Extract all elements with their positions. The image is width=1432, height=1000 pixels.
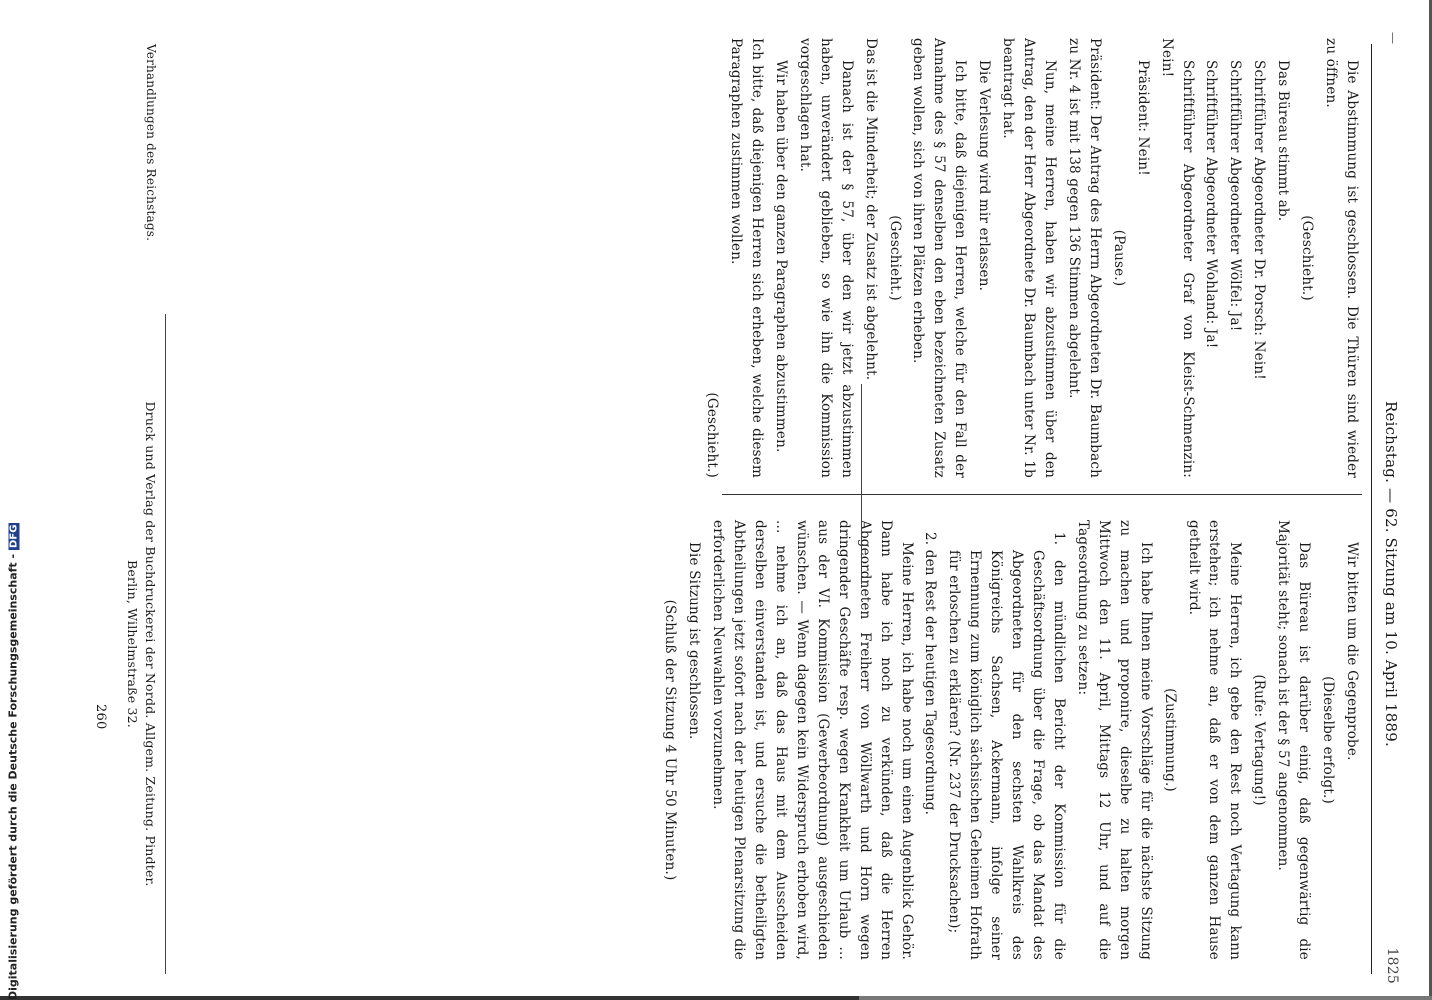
running-head-title: Reichstag. — 62. Sitzung am 10. April 1889.: [1382, 401, 1400, 747]
left-column-paragraph: (Geschieht.): [1299, 215, 1316, 301]
imprint-line-2: Berlin, Wilhelmstraße 32.: [125, 560, 140, 728]
page-number-top: 1825: [1384, 947, 1400, 984]
right-column: [657, 520, 1363, 960]
right-column-paragraph: Meine Herren, ich habe noch um einen Augenblick Gehör. Dann habe ich noch zu verkünden, daß die Herren Abgeordneten Freiherr von Wöllwarth und Horn wegen dringender Geschäfte resp. wegen Krankheit um Urlaub ... aus der VI. Kommission (Gewerbeordnung) ausgeschieden wünschen. — Wenn dagegen kein Widerspruch erhoben wird, ... nehme ich an, daß das Haus mit dem Ausscheiden derselben einverstanden ist, und ersuche die betheiligten Abtheilungen jetzt sofort nach der heutigen Plenarsitzung die erforderlichen Neuwahlen vorzunehmen.: [710, 520, 915, 960]
dfg-logo: DFG: [8, 524, 20, 548]
page-bottom: [46, 24, 166, 990]
running-head: [1374, 24, 1402, 990]
left-column-paragraph: Ich bitte, daß diejenigen Herren sich erheben, welche diesem Paragraphen zustimmen wollen.: [728, 38, 766, 478]
left-column-paragraph: Ich bitte, daß diejenigen Herren, welche für den Fall der Annahme des § 57 denselben den eben bezeichneten Zusatz geben wollen, sich von ihren Plätzen erheben.: [910, 38, 969, 478]
right-column-paragraph: 2. den Rest der heutigen Tagesordnung.: [922, 532, 939, 816]
right-column-paragraph: 1. den mündlichen Bericht der Kommission für die Geschäftsordnung über die Frage, ob das Mandat des Abgeordneten für den sechsten Wahlkreis des Königreichs Sachsen, Ackermann, infolge seiner Ernennung zum königlich sächsischen Geheimen Hofrath für erloschen zu erklären? (Nr. 237 der Drucksachen);: [946, 532, 1068, 960]
left-column-paragraph: Schriftführer Abgeordneter Graf von Kleist-Schmenzin: Nein!: [1158, 38, 1196, 478]
left-column-paragraph: Die Abstimmung ist geschlossen. Die Thüren sind wieder zu öffnen.: [1323, 38, 1360, 478]
scanned-page: [30, 24, 1406, 990]
imprint-line-1: Druck und Verlag der Buchdruckerei der Nordd. Allgem. Zeitung. Pindter.: [143, 401, 158, 887]
left-column-paragraph: Schriftführer Abgeordneter Dr. Porsch: Nein!: [1251, 60, 1268, 380]
left-column-paragraph: Wir haben über den ganzen Paragraphen abzustimmen.: [772, 60, 789, 453]
left-column: [698, 38, 1362, 478]
footer-credit-label: Digitalisierung gefördert durch die Deutsche Forschungsgemeinschaft -: [6, 553, 20, 1000]
scan-edge-bottom: [0, 996, 1432, 1000]
left-column-paragraph: Präsident: Der Antrag des Herrn Abgeordneten Dr. Baumbach zu Nr. 4 ist mit 138 gegen 136 Stimmen abgelehnt.: [1065, 38, 1103, 478]
left-column-paragraph: (Pause.): [1110, 229, 1127, 287]
right-column-paragraph: Wir bitten um die Gegenprobe.: [1344, 542, 1360, 761]
right-column-paragraph: Die Sitzung ist geschlossen.: [686, 542, 703, 740]
running-head-left: —: [1386, 32, 1400, 45]
left-column-paragraph: Schriftführer Abgeordneter Wölfel: Ja!: [1227, 60, 1244, 332]
sheet-number: 260: [93, 704, 108, 730]
right-column-paragraph: (Dieselbe erfolgt.): [1320, 676, 1337, 804]
right-column-paragraph: Ich habe Ihnen meine Vorschläge für die nächste Sitzung zu machen und proponire, dieselbe zu halten morgen Mittwoch den 11. April, Mittags 12 Uhr, und auf die Tagesordnung zu setzen:: [1074, 520, 1154, 960]
right-column-paragraph: Das Büreau ist darüber einig, daß gegenwärtig die Majorität steht; sonach ist der § 57 angenommen.: [1275, 520, 1313, 960]
right-column-paragraph: (Schluß der Sitzung 4 Uhr 50 Minuten.): [662, 599, 679, 881]
left-column-paragraph: Das ist die Minderheit; der Zusatz ist abgelehnt.: [862, 38, 879, 381]
left-column-paragraph: Das Büreau stimmt ab.: [1275, 60, 1292, 222]
left-column-paragraph: Die Verlesung wird mir erlassen.: [976, 60, 993, 292]
end-rule: [861, 384, 862, 584]
footer-credit: [0, 524, 26, 1000]
publication-label: Verhandlungen des Reichstags.: [144, 44, 158, 242]
left-column-paragraph: (Geschieht.): [704, 392, 721, 478]
footer-credit-text: [7, 523, 20, 1000]
page-content-rotated: [30, 24, 1406, 990]
left-column-paragraph: (Geschieht.): [886, 215, 903, 301]
left-column-paragraph: Nun, meine Herren, haben wir abzustimmen über den Antrag, den der Herr Abgeordnete Dr. Baumbach unter Nr. 1b beantragt hat.: [1000, 38, 1059, 478]
running-head-rule: [1371, 44, 1372, 974]
right-column-paragraph: (Rufe: Vertagung!): [1251, 674, 1268, 806]
left-column-paragraph: Danach ist der § 57, über den wir jetzt abzustimmen haben, unverändert geblieben, so wie ihn die Kommission vorgeschlagen hat.: [796, 38, 855, 478]
column-divider: [722, 494, 1362, 495]
right-column-paragraph: Meine Herren, ich gebe den Rest noch Vertagung kann erstehen; ich nehme an, daß er von dem ganzen Hause getheilt wird.: [1185, 520, 1244, 960]
imprint-rule: [165, 314, 166, 974]
left-column-paragraph: Präsident: Nein!: [1134, 60, 1151, 176]
left-column-paragraph: Schriftführer Abgeordneter Wohland: Ja!: [1203, 60, 1220, 349]
right-column-paragraph: (Zustimmung.): [1161, 688, 1178, 792]
